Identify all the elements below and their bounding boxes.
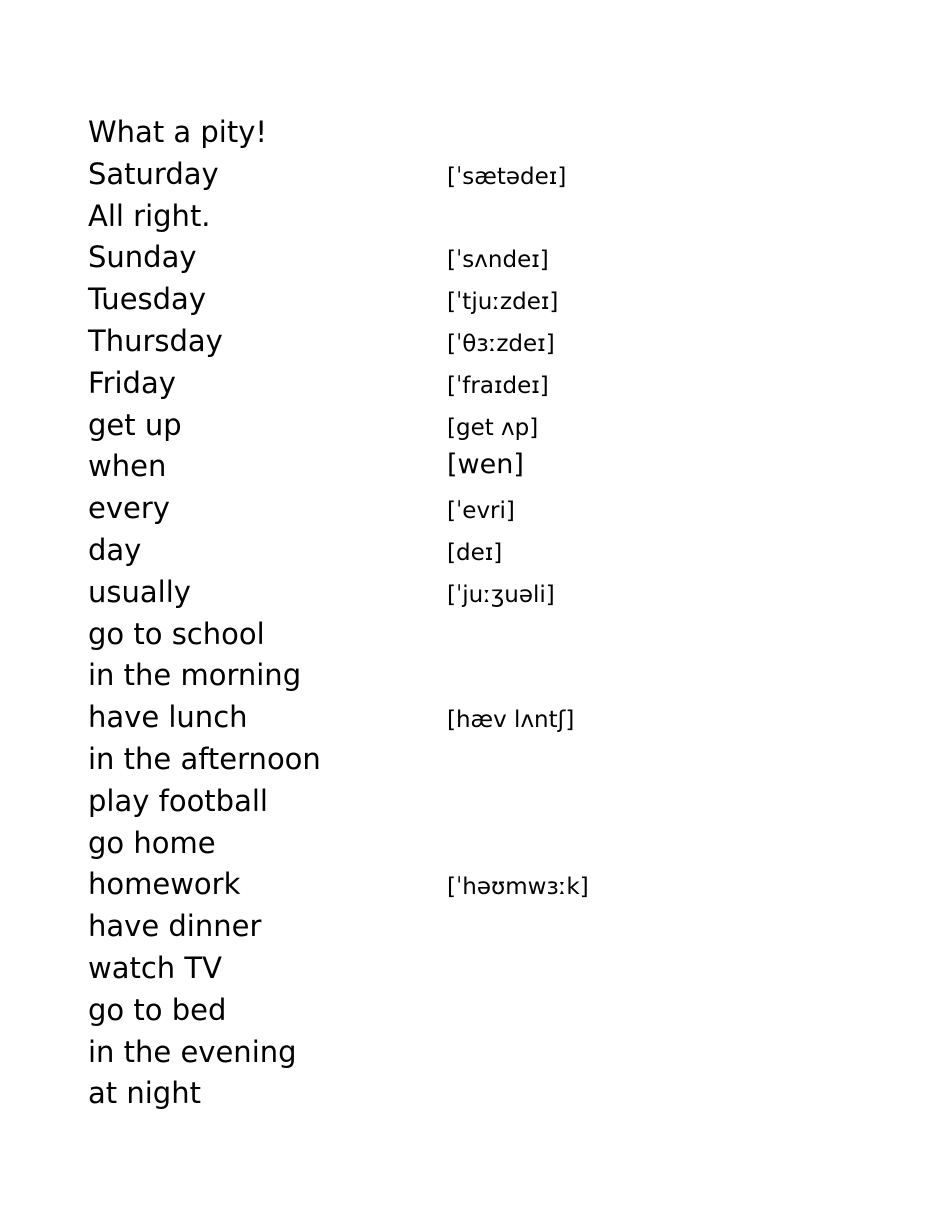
vocab-word: in the evening	[88, 1034, 297, 1069]
vocab-row	[88, 319, 868, 361]
vocab-word: go to school	[88, 616, 265, 651]
vocab-word: watch TV	[88, 950, 222, 985]
vocab-word: day	[88, 532, 142, 567]
vocab-row	[88, 653, 868, 695]
vocab-row	[88, 528, 868, 570]
vocabulary-list	[88, 110, 868, 1113]
vocab-row	[88, 152, 868, 194]
vocab-word: Sunday	[88, 240, 197, 275]
vocab-ipa: [hæv lʌntʃ]	[447, 707, 575, 734]
vocab-word: Thursday	[88, 323, 223, 358]
vocab-ipa: [get ʌp]	[447, 414, 539, 441]
vocab-row	[88, 486, 868, 528]
vocab-word: have dinner	[88, 909, 262, 944]
vocab-ipa: [ˈsætədeɪ]	[447, 163, 567, 190]
vocab-row	[88, 444, 868, 486]
vocab-row	[88, 403, 868, 445]
vocab-row	[88, 110, 868, 152]
vocab-ipa: [ˈtjuːzdeɪ]	[447, 289, 559, 316]
vocab-word: go to bed	[88, 992, 227, 1027]
vocab-word: go home	[88, 825, 216, 860]
vocab-row	[88, 612, 868, 654]
vocab-row	[88, 194, 868, 236]
vocab-word: in the morning	[88, 658, 302, 693]
vocab-word: Tuesday	[88, 282, 206, 317]
vocab-word: get up	[88, 407, 182, 442]
vocab-word: every	[88, 491, 170, 526]
vocab-ipa: [ˈjuːʒuəli]	[447, 581, 555, 608]
vocab-word: play football	[88, 783, 268, 818]
vocab-word: Friday	[88, 365, 176, 400]
vocab-row	[88, 821, 868, 863]
vocab-word: All right.	[88, 198, 211, 233]
vocab-row	[88, 946, 868, 988]
vocab-word: when	[88, 449, 167, 484]
vocab-ipa: [ˈθɜːzdeɪ]	[447, 330, 555, 357]
vocab-row	[88, 737, 868, 779]
vocab-row	[88, 1071, 868, 1113]
vocab-word: Saturday	[88, 156, 219, 191]
vocab-ipa: [wen]	[447, 449, 524, 481]
vocab-word: usually	[88, 574, 191, 609]
vocab-row	[88, 904, 868, 946]
vocab-ipa: [ˈevri]	[447, 498, 515, 525]
vocab-ipa: [ˈfraɪdeɪ]	[447, 372, 549, 399]
vocab-row	[88, 695, 868, 737]
vocab-word: homework	[88, 867, 241, 902]
vocab-word: have lunch	[88, 700, 248, 735]
vocab-ipa: [ˈsʌndeɪ]	[447, 247, 549, 274]
vocab-ipa: [ˈhəʊmwɜːk]	[447, 874, 589, 901]
vocab-row	[88, 277, 868, 319]
vocab-row	[88, 570, 868, 612]
vocab-row	[88, 779, 868, 821]
vocab-row	[88, 862, 868, 904]
vocab-row	[88, 1030, 868, 1072]
vocab-word: What a pity!	[88, 115, 268, 149]
vocab-row	[88, 235, 868, 277]
vocab-row	[88, 361, 868, 403]
vocab-word: in the afternoon	[88, 741, 321, 776]
vocab-ipa: [deɪ]	[447, 539, 503, 566]
vocab-word: at night	[88, 1076, 201, 1111]
vocab-row	[88, 988, 868, 1030]
